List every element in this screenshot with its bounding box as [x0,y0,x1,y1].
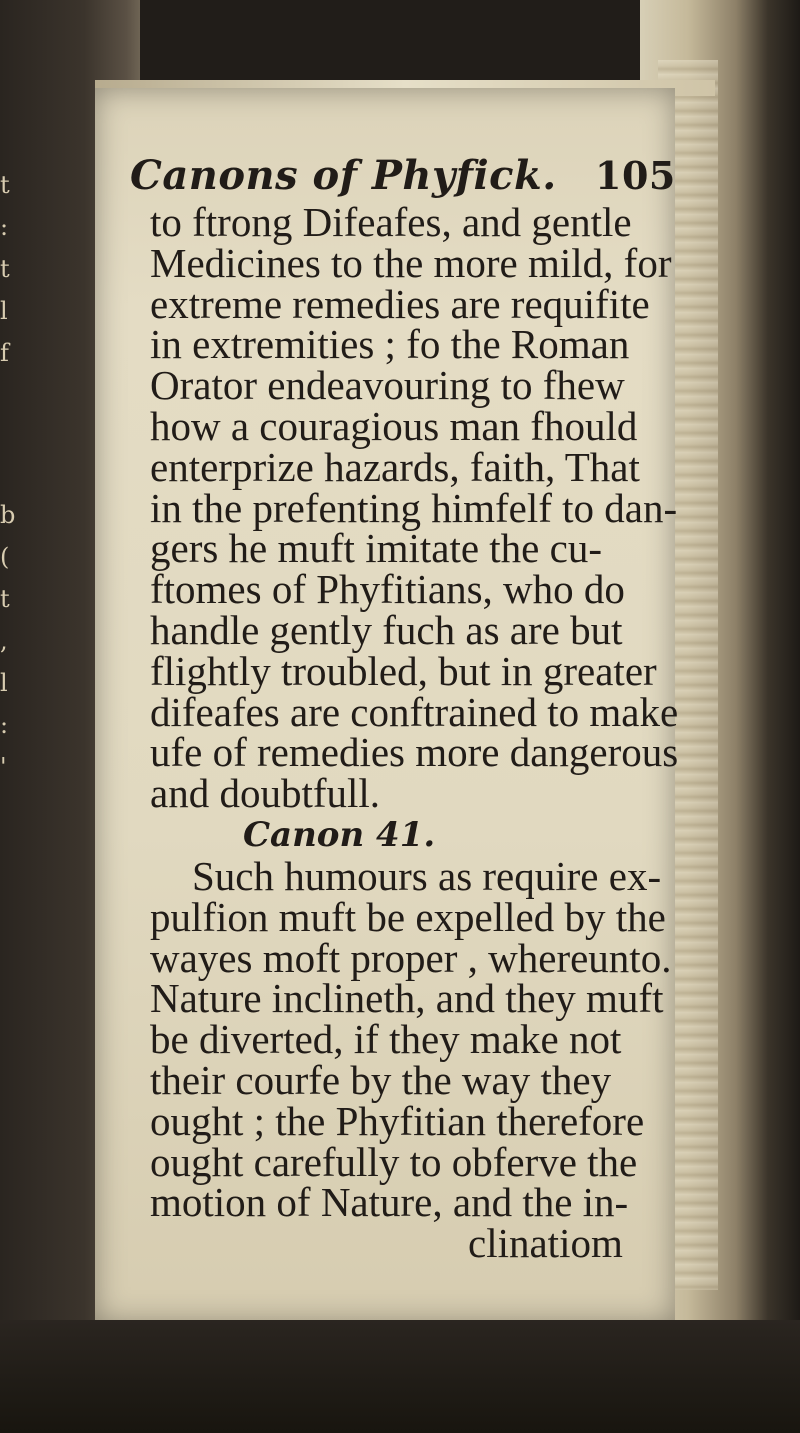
canon-line: motion of Nature, and the in- [150,1179,629,1226]
body-line: in extremities ; fo the Roman [150,321,630,368]
body-line: flightly troubled, but in greater [150,647,657,694]
margin-glyph: t [0,585,10,613]
canon-line: Such humours as require ex- [192,852,662,899]
canon-line: ought ; the Phyfitian therefore [150,1097,645,1144]
body-line: ftomes of Phyfitians, who do [150,566,625,613]
page-number: 105 [595,153,676,198]
body-line: gers he muft imitate the cu- [150,525,602,572]
margin-glyph: f [0,339,9,367]
canon-heading: Canon 41. [243,814,436,855]
catchword: clinatiom [468,1220,623,1267]
margin-glyph: l [0,669,8,697]
canon-line: ought carefully to obferve the [150,1138,638,1185]
body-line: how a couragious man fhould [150,402,638,449]
margin-glyph: ( [0,543,10,571]
body-line: Orator endeavouring to fhew [150,362,625,409]
running-title: Canons of Phyfick. [130,152,557,199]
margin-glyph: l [0,297,8,325]
body-line: handle gently fuch as are but [150,606,623,653]
canon-line: wayes moft proper , whereunto. [150,934,672,981]
canon-line: their courfe by the way they [150,1056,612,1103]
margin-glyph: t [0,255,10,283]
margin-glyph: b [0,501,16,529]
body-line: ufe of remedies more dangerous [150,729,679,776]
body-line: in the prefenting himfelf to dan- [150,484,678,531]
margin-glyph: t [0,171,10,199]
body-line: difeafes are conftrained to make [150,688,679,735]
canon-line: pulfion muft be expelled by the [150,893,666,940]
canon-line: Nature inclineth, and they muft [150,975,664,1022]
body-line: Medicines to the more mild, for [150,239,672,286]
page-text [130,150,680,1267]
running-header [130,150,680,202]
margin-glyph: , [0,627,8,655]
margin-glyph: : [0,213,9,241]
body-line: extreme remedies are requifite [150,280,650,327]
canon-line: be diverted, if they make not [150,1016,622,1063]
bottom-shadow [0,1320,800,1433]
margin-glyph: : [0,711,9,739]
body-line: to ftrong Difeafes, and gentle [150,199,632,245]
margin-glyph: ' [0,753,7,781]
body-line: enterprize hazards, faith, That [150,443,640,490]
body-line: and doubtfull. [150,770,381,817]
